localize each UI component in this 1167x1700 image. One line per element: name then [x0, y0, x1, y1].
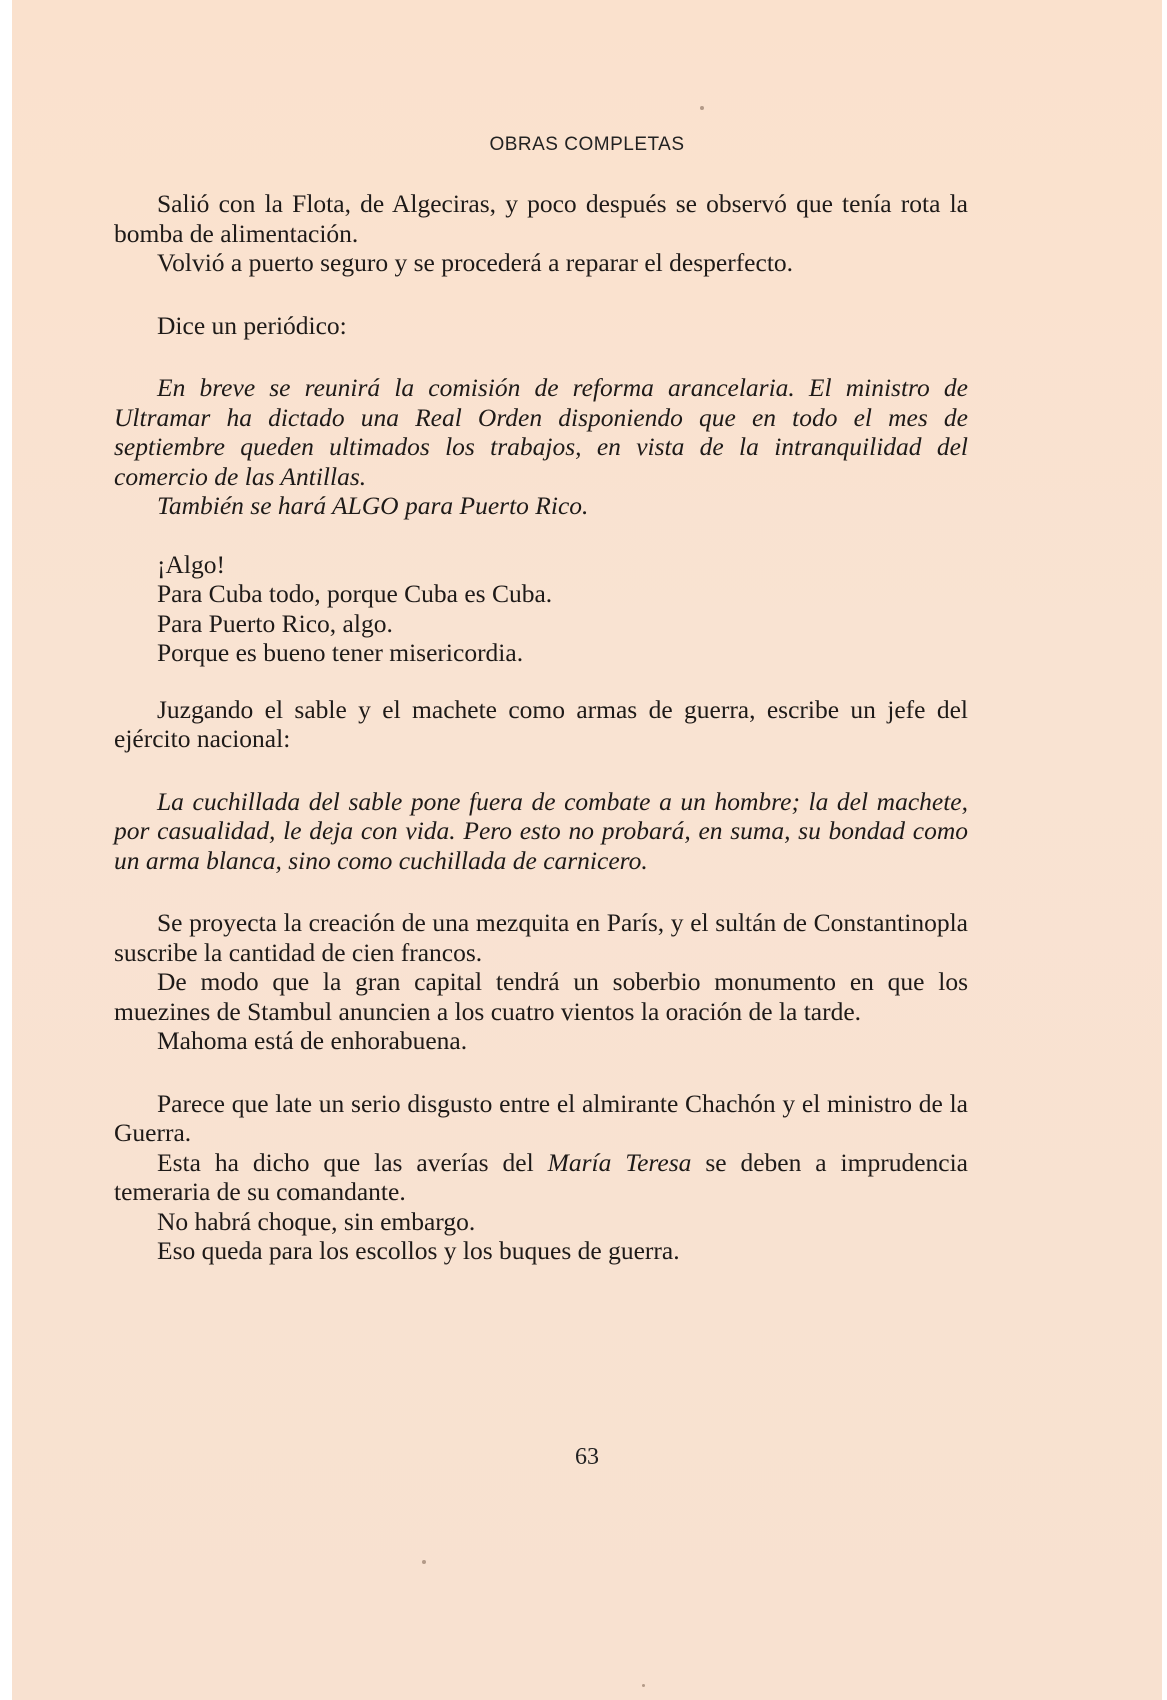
page-body	[114, 189, 968, 1266]
quoted-paragraph: En breve se reunirá la comisión de reforma arancelaria. El ministro de Ultramar ha dictado una Real Orden disponiendo que en todo el mes de septiembre queden ultimados los trabajos, en vista de la intranquilidad del comercio de las Antillas.	[114, 373, 968, 491]
paragraph	[114, 1148, 968, 1207]
paragraph: Porque es bueno tener misericordia.	[157, 638, 524, 667]
paragraph: De modo que la gran capital tendrá un soberbio monumento en que los muezines de Stambul anuncien a los cuatro vientos la oración de la tarde.	[114, 967, 968, 1026]
paragraph-text: Esta ha dicho que las averías del	[157, 1147, 548, 1177]
paper-speck	[700, 106, 704, 110]
paragraph-text: se deben a imprudencia temeraria de su comandante.	[114, 1147, 968, 1206]
paragraph: ¡Algo!	[157, 549, 225, 579]
paragraph: Se proyecta la creación de una mezquita en París, y el sultán de Constantinopla suscribe la cantidad de cien francos.	[114, 908, 968, 967]
paragraph: Para Puerto Rico, algo.	[157, 608, 393, 638]
quoted-paragraph: También se hará ALGO para Puerto Rico.	[157, 491, 589, 520]
paragraph: Volvió a puerto seguro y se procederá a reparar el desperfecto.	[157, 248, 794, 277]
paragraph: Para Cuba todo, porque Cuba es Cuba.	[157, 579, 553, 608]
paragraph: Salió con la Flota, de Algeciras, y poco después se observó que tenía rota la bomba de alimentación.	[114, 189, 968, 248]
paragraph: Dice un periódico:	[157, 310, 347, 340]
paragraph: Mahoma está de enhorabuena.	[157, 1026, 468, 1055]
quoted-paragraph: La cuchillada del sable pone fuera de combate a un hombre; la del machete, por casualidad, le deja con vida. Pero esto no probará, en suma, su bondad como un arma blanca, sino como cuchillada de carnicero.	[114, 786, 968, 875]
paragraph: No habrá choque, sin embargo.	[157, 1206, 476, 1236]
paragraph: Eso queda para los escollos y los buques de guerra.	[157, 1236, 680, 1265]
paragraph: Juzgando el sable y el machete como armas de guerra, escribe un jefe del ejército nacional:	[114, 694, 968, 753]
ship-name: María Teresa	[547, 1147, 692, 1177]
paper-speck	[422, 1560, 426, 1564]
paragraph: Parece que late un serio disgusto entre el almirante Chachón y el ministro de la Guerra.	[114, 1088, 968, 1147]
running-header: OBRAS COMPLETAS	[489, 134, 685, 155]
page-number: 63	[575, 1444, 599, 1470]
paper-speck	[642, 1684, 645, 1687]
